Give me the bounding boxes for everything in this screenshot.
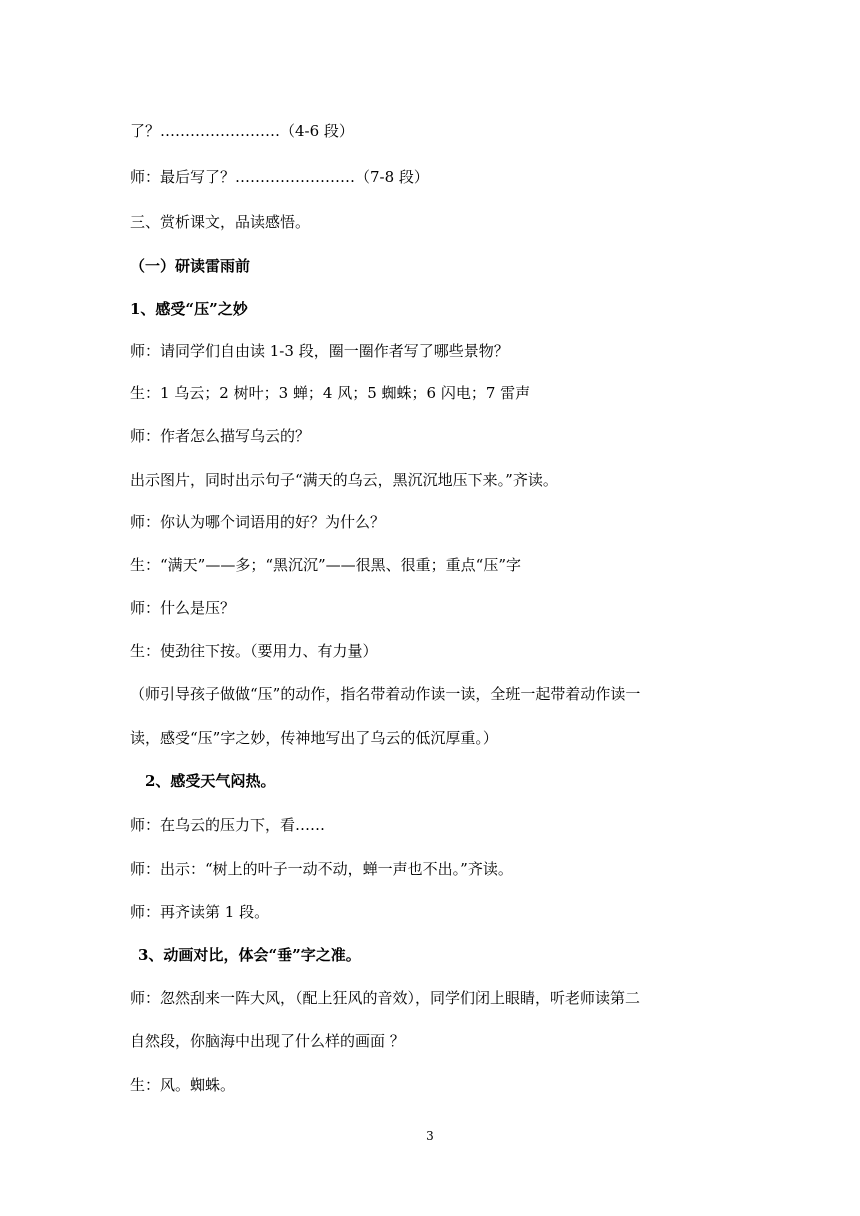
text-line: 师：再齐读第 1 段。 xyxy=(130,903,270,921)
text-line: 了？……………………（4-6 段） xyxy=(130,122,354,140)
text-line: 师：出示：“树上的叶子一动不动，蝉一声也不出。”齐读。 xyxy=(130,860,513,878)
subsection-heading: 2、感受天气闷热。 xyxy=(145,772,276,790)
section-heading: （一）研读雷雨前 xyxy=(130,257,251,275)
text-line: 师：作者怎么描写乌云的？ xyxy=(130,427,311,445)
page-number: 3 xyxy=(426,1129,434,1143)
text-line: 生：“满天”——多；“黑沉沉”——很黑、很重；重点“压”字 xyxy=(130,556,522,574)
text-line: 三、赏析课文，品读感悟。 xyxy=(130,213,311,231)
text-line: 出示图片，同时出示句子“满天的乌云，黑沉沉地压下来。”齐读。 xyxy=(130,471,558,489)
text-line: 师：你认为哪个词语用的好？为什么？ xyxy=(130,513,386,531)
text-line: 生：风。蜘蛛。 xyxy=(130,1076,236,1094)
text-line: 生：使劲往下按。（要用力、有力量） xyxy=(130,642,378,660)
text-line: 师：忽然刮来一阵大风，（配上狂风的音效），同学们闭上眼睛，听老师读第二 xyxy=(130,989,641,1007)
text-line: 师：在乌云的压力下，看…… xyxy=(130,816,326,834)
text-line: 师：什么是压？ xyxy=(130,599,236,617)
subsection-heading: 1、感受“压”之妙 xyxy=(130,300,248,318)
subsection-heading: 3、动画对比，体会“垂”字之准。 xyxy=(138,946,361,964)
text-line: 读，感受“压”字之妙，传神地写出了乌云的低沉厚重。） xyxy=(130,729,498,747)
text-line: （师引导孩子做做“压”的动作，指名带着动作读一读，全班一起带着动作读一 xyxy=(130,685,641,703)
text-line: 师：最后写了？……………………（7-8 段） xyxy=(130,168,429,186)
text-line: 自然段，你脑海中出现了什么样的画面 ？ xyxy=(130,1032,405,1050)
text-line: 师：请同学们自由读 1-3 段，圈一圈作者写了哪些景物？ xyxy=(130,342,509,360)
text-line: 生：1 乌云；2 树叶；3 蝉；4 风；5 蜘蛛；6 闪电；7 雷声 xyxy=(130,384,531,402)
